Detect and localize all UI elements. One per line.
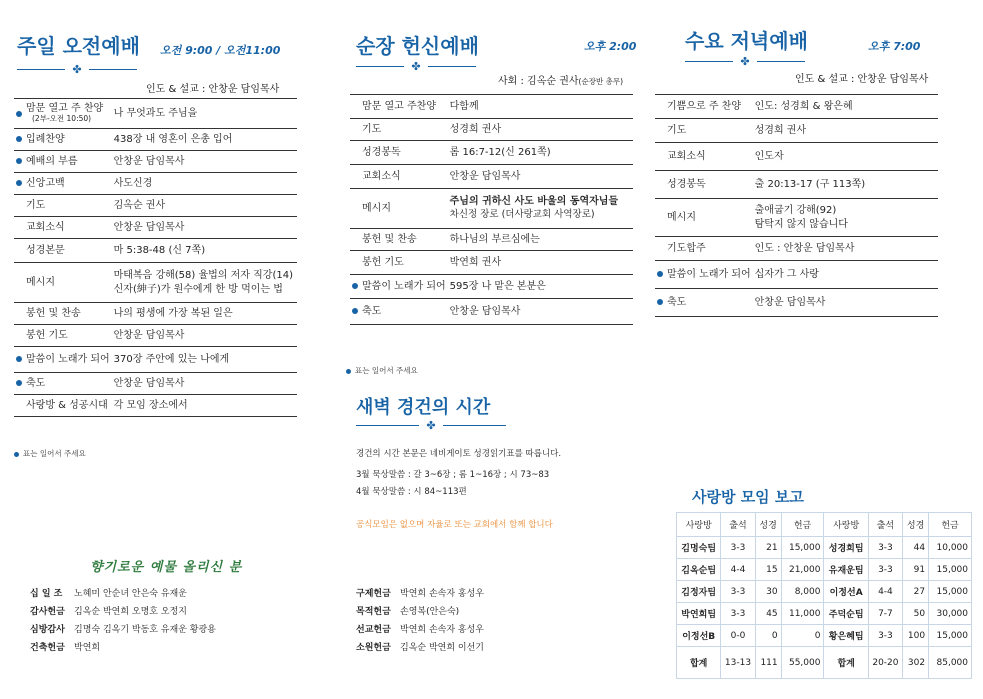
bullet-dot-icon: [352, 308, 358, 314]
offering-title: 향기로운 예물 올리신 분: [90, 560, 243, 575]
leader-service-host: 사회 : 김옥순 권사(순장반 총무): [498, 76, 623, 87]
dawn-line-3: 4월 묵상말씀 : 시 84~113편: [356, 487, 467, 497]
program-item-label: [14, 151, 112, 173]
program-item-text: 마태복음 강해(58) 율법의 저자 직강(14): [113, 270, 293, 281]
program-item-label: [655, 95, 753, 119]
program-item-text: 박연희 권사: [449, 256, 502, 268]
program-row: [655, 95, 938, 119]
report-cell: 45: [755, 603, 781, 625]
program-item-name: 기도: [362, 123, 382, 135]
leader-program-table: [350, 94, 633, 325]
report-row: [677, 559, 972, 581]
program-row: [350, 229, 633, 251]
program-row: [14, 263, 297, 303]
program-row: [350, 251, 633, 275]
program-item-value: [753, 237, 938, 261]
program-item-value: [753, 171, 938, 199]
report-cell: 3-3: [721, 581, 755, 603]
program-item-name: 맘문 열고 주찬양: [362, 100, 436, 112]
program-item-label: [655, 171, 753, 199]
offering-names: 박연희 손속자 홍성우: [400, 625, 484, 635]
report-cell: 3-3: [721, 537, 755, 559]
program-item-text-2: 탐탁지 않지 않습니다: [754, 218, 848, 230]
program-row: [655, 289, 938, 317]
report-row: [677, 537, 972, 559]
program-item-value: [448, 141, 633, 165]
program-item-value: [112, 303, 297, 325]
report-cell: 0-0: [721, 625, 755, 647]
report-cell: 55,000: [781, 647, 824, 679]
bullet-dot-icon: [352, 283, 358, 289]
program-row: [350, 95, 633, 119]
program-item-value: [448, 229, 633, 251]
report-total-row: [677, 647, 972, 679]
program-item-name: 기도: [667, 124, 687, 136]
report-cell: 성경희팀: [824, 537, 868, 559]
offering-line: [30, 622, 216, 635]
bullet-dot-icon: [16, 380, 22, 386]
report-cell: 7-7: [868, 603, 902, 625]
program-item-value: [448, 95, 633, 119]
wednesday-service-time: 오후 7:00: [868, 40, 921, 53]
report-cell: 15,000: [929, 625, 972, 647]
program-item-text: 김옥순 권사: [113, 199, 166, 211]
report-row: [677, 581, 972, 603]
program-item-value: [753, 289, 938, 317]
program-item-name: 예배의 부름: [26, 155, 78, 167]
program-item-label: [350, 119, 448, 141]
leader-service-time: 오후 2:00: [584, 40, 637, 53]
report-cell: 21,000: [781, 559, 824, 581]
program-item-label: [14, 325, 112, 347]
program-item-name: 축도: [667, 296, 687, 308]
report-header-cell: 출석: [868, 513, 902, 537]
program-item-value: [112, 99, 297, 129]
standing-note: 표는 일어서 주세요: [14, 448, 86, 459]
sunday-program-table: [14, 98, 297, 417]
program-item-label: [14, 217, 112, 239]
program-item-text-2: 차신정 장로 (더사랑교회 사역장로): [449, 208, 595, 220]
dawn-line-1: 경건의 시간 본문은 네비게이토 성경읽기표를 따릅니다.: [356, 449, 562, 459]
report-cell: 30,000: [929, 603, 972, 625]
program-item-text: 하나님의 부르심에는: [449, 233, 540, 245]
offering-type: 십 일 조: [30, 589, 63, 599]
program-item-name: 말씀이 노래가 되어: [667, 268, 751, 280]
report-cell: 합계: [824, 647, 868, 679]
report-cell: 302: [903, 647, 929, 679]
program-item-name: 메시지: [26, 276, 55, 288]
wednesday-program-table: [655, 94, 938, 317]
program-item-value: [753, 143, 938, 171]
program-item-text-2: 신자(紳子)가 원수에게 한 방 먹이는 법: [113, 283, 283, 295]
title-ornament: [685, 56, 805, 68]
program-item-value: [112, 195, 297, 217]
report-cell: 11,000: [781, 603, 824, 625]
program-item-text: 안창운 담임목사: [113, 221, 185, 233]
sunday-service-time: 오전 9:00 / 오전11:00: [160, 44, 281, 57]
program-item-name: 말씀이 노래가 되어: [362, 280, 446, 292]
program-item-text: 각 모임 장소에서: [113, 399, 188, 411]
program-item-value: [112, 373, 297, 395]
offering-names: 김옥순 박연희 오명호 오정지: [74, 607, 187, 617]
program-item-name: 메시지: [362, 202, 391, 214]
program-row: [14, 217, 297, 239]
report-cell: 이정선B: [677, 625, 721, 647]
dawn-line-2: 3월 묵상말씀 : 갈 3~6장 ; 롬 1~16장 ; 시 73~83: [356, 470, 550, 480]
program-item-name: 봉헌 및 찬송: [362, 233, 417, 245]
report-cell: 20-20: [868, 647, 902, 679]
clover-icon: ✤: [411, 60, 421, 73]
bullet-dot-icon: [16, 111, 22, 117]
report-cell: 김정자팀: [677, 581, 721, 603]
program-item-label: [655, 237, 753, 261]
program-item-text: 출애굽기 강해(92): [754, 205, 837, 216]
program-item-label: [655, 119, 753, 143]
report-cell: 이정선A: [824, 581, 868, 603]
program-item-label: [14, 239, 112, 263]
program-item-value: [753, 199, 938, 237]
program-row: [14, 195, 297, 217]
program-item-value: [753, 261, 938, 289]
report-cell: 3-3: [721, 603, 755, 625]
program-item-label: [14, 347, 112, 373]
program-item-text: 주님의 귀하신 사도 바울의 동역자님들: [449, 196, 619, 208]
offering-names: 박연희: [74, 643, 101, 653]
report-cell: 10,000: [929, 537, 972, 559]
program-item-text: 인도: 성경희 & 왕은혜: [754, 100, 853, 112]
program-item-label: [350, 275, 448, 299]
report-cell: 8,000: [781, 581, 824, 603]
program-item-text: 438장 내 영혼이 은총 입어: [113, 133, 233, 145]
program-item-name: 성경봉독: [362, 146, 401, 158]
program-item-value: [112, 173, 297, 195]
report-cell: 유재운팀: [824, 559, 868, 581]
report-row: [677, 603, 972, 625]
offering-type: 목적헌금: [356, 607, 391, 617]
report-row: [677, 625, 972, 647]
report-cell: 4-4: [721, 559, 755, 581]
program-item-name: 축도: [26, 377, 46, 389]
program-row: [14, 325, 297, 347]
program-row: [350, 189, 633, 229]
program-item-name: 봉헌 기도: [362, 256, 404, 268]
program-item-name: 신앙고백: [26, 177, 65, 189]
program-item-label: [655, 143, 753, 171]
program-item-label: [14, 373, 112, 395]
program-row: [655, 143, 938, 171]
program-item-label: [14, 195, 112, 217]
program-item-name: 기도: [26, 199, 46, 211]
program-item-value: [112, 395, 297, 417]
sunday-service-title: 주일 오전예배: [17, 34, 140, 58]
report-header-cell: 헌금: [929, 513, 972, 537]
program-item-label: [14, 173, 112, 195]
program-item-label: [14, 129, 112, 151]
bullet-dot-icon: [16, 158, 22, 164]
offering-names: 손영복(안은숙): [400, 607, 460, 617]
bullet-dot-icon: [16, 356, 22, 362]
report-cell: 100: [903, 625, 929, 647]
program-row: [655, 171, 938, 199]
program-item-label: [350, 141, 448, 165]
offering-type: 소원헌금: [356, 643, 391, 653]
report-cell: 15,000: [781, 537, 824, 559]
program-item-name: 사랑방 & 성공시대: [26, 399, 108, 411]
program-item-text: 370장 주안에 있는 나에게: [113, 353, 230, 365]
program-item-text: 성경희 권사: [449, 123, 502, 135]
program-item-label: [350, 229, 448, 251]
report-cell: 15,000: [929, 581, 972, 603]
bullet-dot-icon: [16, 136, 22, 142]
program-item-value: [112, 347, 297, 373]
program-item-name: 기쁨으로 주 찬양: [667, 100, 741, 112]
program-item-text: 안창운 담임목사: [113, 329, 185, 341]
offering-line: [30, 640, 100, 653]
program-item-text: 롬 16:7-12(신 261쪽): [449, 146, 551, 158]
offering-names: 김옥순 박연희 이선기: [400, 643, 484, 653]
wednesday-service-title: 수요 저녁예배: [685, 29, 808, 53]
program-row: [14, 173, 297, 195]
offering-type: 감사헌금: [30, 607, 65, 617]
report-header-cell: 사랑방: [677, 513, 721, 537]
report-cell: 15: [755, 559, 781, 581]
program-item-value: [753, 95, 938, 119]
program-row: [14, 347, 297, 373]
offering-line: [356, 604, 459, 617]
program-item-sub: (2부-오전 10:50): [32, 113, 92, 123]
offering-names: 김명숙 김옥기 박동호 유재운 황광용: [74, 625, 216, 635]
program-item-label: [14, 303, 112, 325]
program-item-name: 입례찬양: [26, 133, 65, 145]
program-row: [14, 395, 297, 417]
report-cell: 김명숙팀: [677, 537, 721, 559]
report-cell: 황은혜팀: [824, 625, 868, 647]
report-cell: 주덕순팀: [824, 603, 868, 625]
dawn-devotion-title: 새벽 경건의 시간: [356, 397, 491, 418]
program-row: [350, 165, 633, 189]
program-row: [350, 299, 633, 325]
report-header-cell: 사랑방: [824, 513, 868, 537]
program-item-label: [350, 251, 448, 275]
program-item-text: 성경희 권사: [754, 124, 807, 136]
program-item-text: 595장 나 맡은 본분은: [449, 280, 546, 292]
program-item-value: [112, 325, 297, 347]
program-item-value: [112, 263, 297, 303]
program-item-value: [448, 299, 633, 325]
report-cell: 27: [903, 581, 929, 603]
program-item-label: [14, 263, 112, 303]
wednesday-preacher: 인도 & 설교 : 안창운 담임목사: [795, 74, 929, 85]
report-cell: 13-13: [721, 647, 755, 679]
program-item-text: 안창운 담임목사: [113, 155, 185, 167]
offering-type: 선교헌금: [356, 625, 391, 635]
title-ornament: [356, 61, 476, 73]
report-cell: 30: [755, 581, 781, 603]
offering-names: 노혜미 안순녀 안은숙 유재운: [74, 589, 187, 599]
program-row: [655, 119, 938, 143]
program-item-label: [350, 165, 448, 189]
sunday-preacher: 인도 & 설교 : 안창운 담임목사: [146, 84, 280, 95]
program-item-text: 나 무엇과도 주님을: [113, 107, 198, 119]
program-item-value: [448, 189, 633, 229]
program-item-name: 말씀이 노래가 되어: [26, 353, 110, 365]
report-cell: 3-3: [868, 559, 902, 581]
clover-icon: ✤: [426, 419, 436, 432]
program-row: [14, 129, 297, 151]
dawn-line-4: 공식모임은 없으며 자율로 또는 교회에서 함께 합니다: [356, 520, 553, 530]
program-item-value: [448, 275, 633, 299]
report-cell: 111: [755, 647, 781, 679]
program-row: [655, 199, 938, 237]
program-item-name: 맘문 열고 주 찬양 (2부-오전 10:50): [26, 103, 104, 123]
program-item-name: 봉헌 및 찬송: [26, 307, 81, 319]
report-header-cell: 출석: [721, 513, 755, 537]
bullet-dot-icon: [16, 180, 22, 186]
offering-type: 심방감사: [30, 625, 65, 635]
program-item-label: [655, 289, 753, 317]
report-table: [676, 512, 972, 679]
bullet-dot-icon: [657, 271, 663, 277]
program-item-label: [14, 395, 112, 417]
program-item-name: 축도: [362, 305, 382, 317]
offering-line: [356, 586, 484, 599]
program-row: [655, 261, 938, 289]
program-item-name: 메시지: [667, 211, 696, 223]
program-item-label: [14, 99, 112, 129]
offering-type: 구제헌금: [356, 589, 391, 599]
report-header-cell: 성경: [903, 513, 929, 537]
program-item-name: 교회소식: [362, 170, 401, 182]
offering-line: [356, 622, 484, 635]
program-row: [350, 275, 633, 299]
program-row: [14, 99, 297, 129]
report-cell: 44: [903, 537, 929, 559]
report-title: 사랑방 모임 보고: [692, 488, 804, 506]
offering-names: 박연희 손속자 홍성우: [400, 589, 484, 599]
offering-type: 건축헌금: [30, 643, 65, 653]
program-item-text: 인도자: [754, 150, 784, 162]
program-item-label: [350, 299, 448, 325]
report-cell: 0: [755, 625, 781, 647]
program-item-value: [112, 151, 297, 173]
program-item-name: 기도합주: [667, 242, 706, 254]
report-cell: 김옥순팀: [677, 559, 721, 581]
title-ornament: [17, 64, 137, 76]
program-row: [14, 239, 297, 263]
report-cell: 합계: [677, 647, 721, 679]
program-item-value: [448, 251, 633, 275]
report-cell: 0: [781, 625, 824, 647]
report-cell: 21: [755, 537, 781, 559]
offering-line: [30, 604, 187, 617]
program-row: [14, 303, 297, 325]
program-item-text: 출 20:13-17 (구 113쪽): [754, 178, 866, 190]
report-cell: 85,000: [929, 647, 972, 679]
offering-line: [356, 640, 484, 653]
program-item-name: 교회소식: [667, 150, 706, 162]
program-item-name: 봉헌 기도: [26, 329, 68, 341]
title-ornament: [356, 420, 506, 432]
program-item-name: 교회소식: [26, 221, 65, 233]
bullet-dot-icon: [657, 299, 663, 305]
program-item-text: 안창운 담임목사: [113, 377, 185, 389]
program-item-value: [753, 119, 938, 143]
program-item-label: [655, 261, 753, 289]
program-row: [350, 141, 633, 165]
program-item-text: 사도신경: [113, 177, 153, 189]
program-item-value: [112, 217, 297, 239]
program-item-text: 다함께: [449, 100, 479, 112]
program-item-value: [448, 119, 633, 141]
report-cell: 3-3: [868, 625, 902, 647]
program-item-text: 안창운 담임목사: [449, 305, 521, 317]
program-row: [350, 119, 633, 141]
report-cell: 15,000: [929, 559, 972, 581]
program-item-name: 성경본문: [26, 244, 65, 256]
program-item-text: 인도 : 안창운 담임목사: [754, 242, 855, 254]
program-item-label: [350, 95, 448, 119]
report-cell: 박연희팀: [677, 603, 721, 625]
program-item-text: 안창운 담임목사: [449, 170, 521, 182]
report-cell: 4-4: [868, 581, 902, 603]
report-cell: 91: [903, 559, 929, 581]
program-row: [14, 151, 297, 173]
program-item-text: 나의 평생에 가장 복된 일은: [113, 307, 233, 319]
program-item-text: 안창운 담임목사: [754, 296, 826, 308]
clover-icon: ✤: [740, 55, 750, 68]
clover-icon: ✤: [72, 63, 82, 76]
program-row: [14, 373, 297, 395]
program-item-value: [112, 239, 297, 263]
offering-line: [30, 586, 187, 599]
program-item-text: 십자가 그 사랑: [754, 268, 819, 280]
report-header-cell: 성경: [755, 513, 781, 537]
program-row: [655, 237, 938, 261]
program-item-text: 마 5:38-48 (신 7쪽): [113, 244, 206, 256]
program-item-name: 성경봉독: [667, 178, 706, 190]
program-item-label: [655, 199, 753, 237]
program-item-value: [448, 165, 633, 189]
report-header-cell: 헌금: [781, 513, 824, 537]
report-cell: 3-3: [868, 537, 902, 559]
program-item-value: [112, 129, 297, 151]
standing-note: 표는 일어서 주세요: [346, 365, 418, 376]
program-item-label: [350, 189, 448, 229]
report-cell: 50: [903, 603, 929, 625]
leader-service-title: 순장 헌신예배: [356, 34, 479, 58]
